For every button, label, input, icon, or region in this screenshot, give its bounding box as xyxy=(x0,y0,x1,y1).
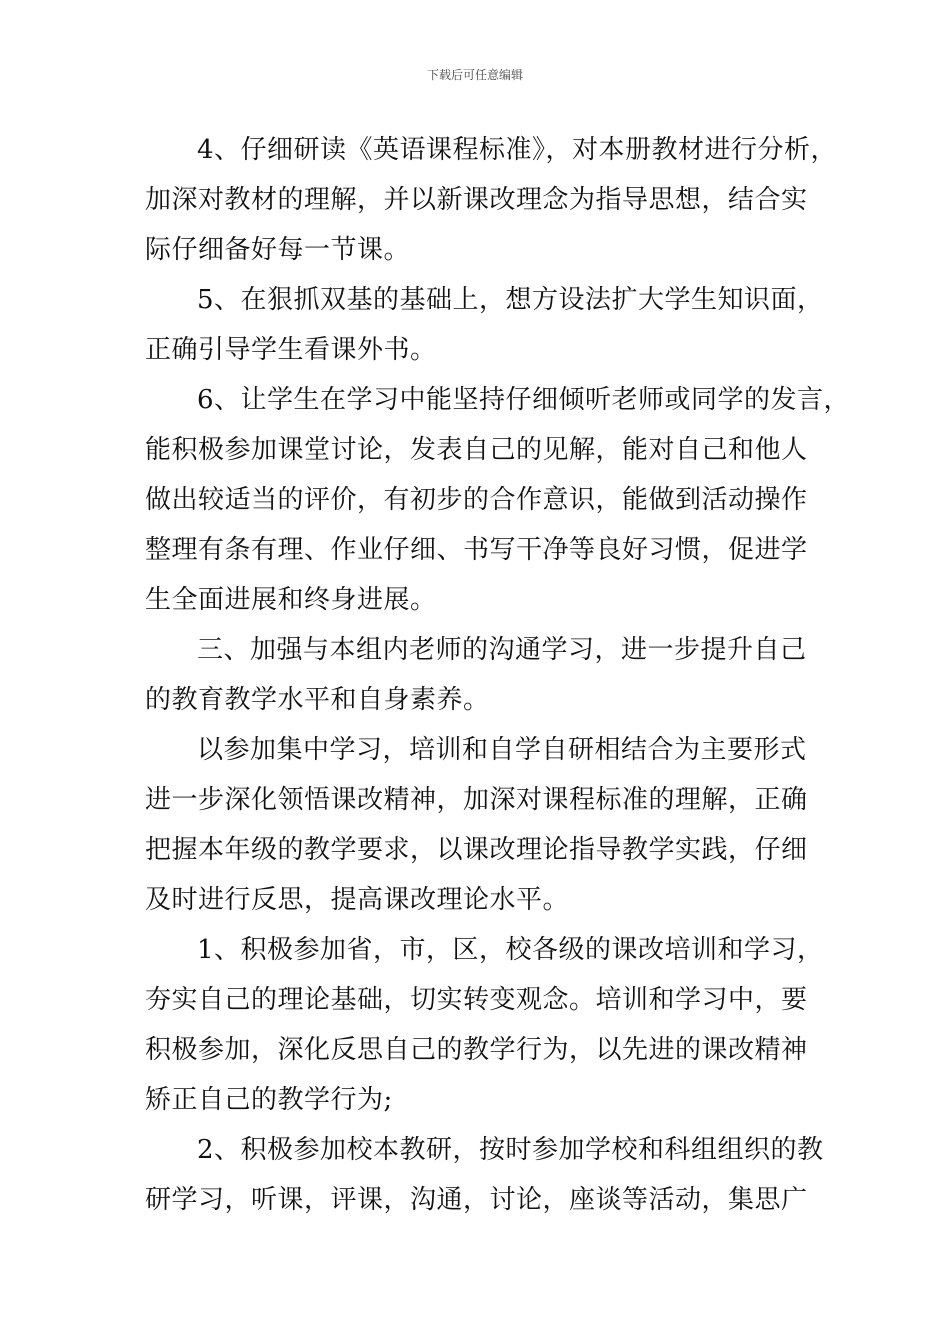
document-body xyxy=(145,125,851,1225)
text-line: 能积极参加课堂讨论，发表自己的见解，能对自己和他人 xyxy=(145,435,808,465)
text-line: 际仔细备好每一节课。 xyxy=(145,235,411,265)
text-line: 4、仔细研读《英语课程标准》，对本册教材进行分析， xyxy=(197,135,838,165)
text-line: 加深对教材的理解，并以新课改理念为指导思想，结合实 xyxy=(145,185,808,215)
text-line: 积极参加，深化反思自己的教学行为，以先进的课改精神 xyxy=(145,1035,808,1065)
text-line: 生全面进展和终身进展。 xyxy=(145,585,437,615)
text-line: 整理有条有理、作业仔细、书写干净等良好习惯，促进学 xyxy=(145,535,808,565)
text-line: 把握本年级的教学要求，以课改理论指导教学实践，仔细 xyxy=(145,835,808,865)
text-line: 及时进行反思，提高课改理论水平。 xyxy=(145,885,570,915)
page-header: 下载后可任意编辑 xyxy=(426,68,523,82)
text-line: 做出较适当的评价，有初步的合作意识，能做到活动操作 xyxy=(145,485,808,515)
section-heading-line: 三、加强与本组内老师的沟通学习，进一步提升自己 xyxy=(197,635,807,665)
text-line: 矫正自己的教学行为; xyxy=(145,1085,393,1115)
text-line: 进一步深化领悟课改精神，加深对课程标准的理解，正确 xyxy=(145,785,808,815)
text-line: 正确引导学生看课外书。 xyxy=(145,335,437,365)
text-line: 夯实自己的理论基础，切实转变观念。培训和学习中，要 xyxy=(145,985,808,1015)
text-line: 2、积极参加校本教研，按时参加学校和科组组织的教 xyxy=(197,1135,824,1165)
text-line: 5、在狠抓双基的基础上，想方设法扩大学生知识面， xyxy=(197,285,824,315)
text-line: 以参加集中学习，培训和自学自研相结合为主要形式 xyxy=(197,735,807,765)
section-heading-line: 的教育教学水平和自身素养。 xyxy=(145,685,490,715)
text-line: 研学习，听课，评课，沟通，讨论，座谈等活动，集思广 xyxy=(145,1185,808,1215)
text-line: 1、积极参加省，市，区，校各级的课改培训和学习， xyxy=(197,935,824,965)
text-line: 6、让学生在学习中能坚持仔细倾听老师或同学的发言， xyxy=(197,385,851,415)
